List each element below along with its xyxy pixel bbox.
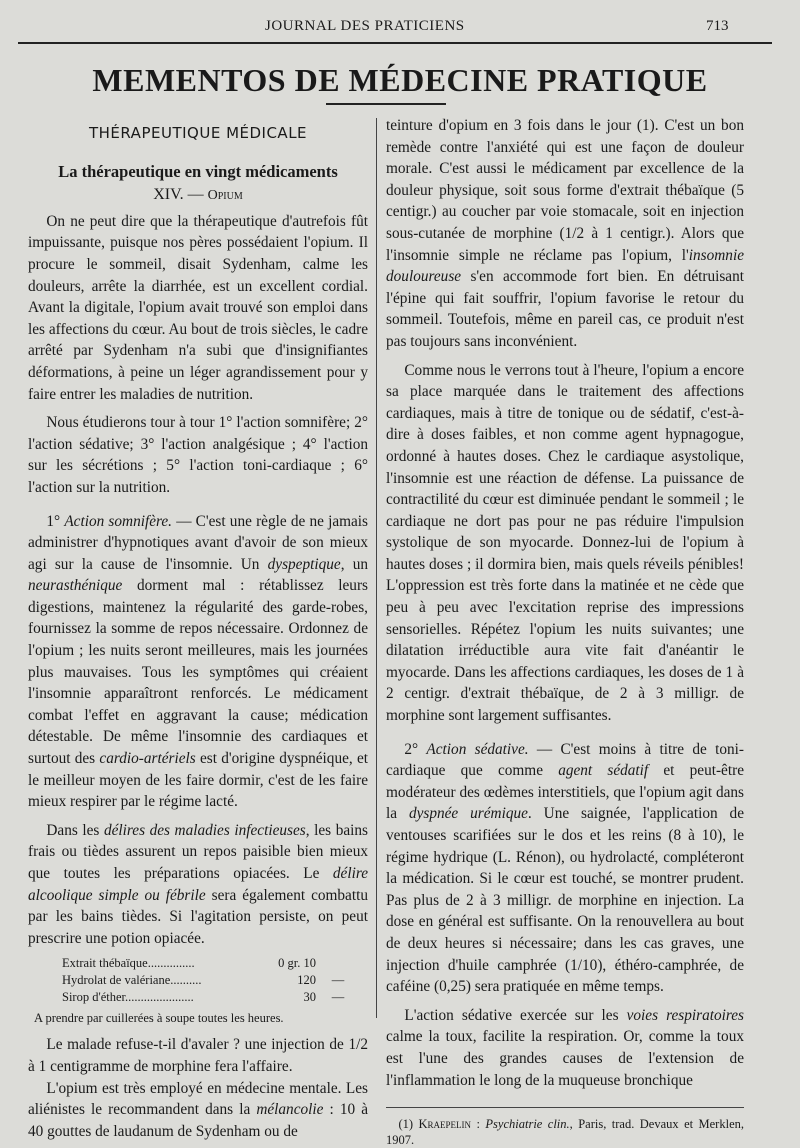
paragraph: 2° Action sédative. — C'est moins à titre de toni-cardiaque que comme agent sédatif et peut-être modérateur des œdèmes interstitiels, que l'opium agit dans la dyspnée urémique. Une saignée, l'application de ventouses scarifiées sur le dos et les reins (8 à 10), le régime hydrique (L. Rénon), ou hydrolacté, compléteront la médication. Si le cœur est touché, se montrer prudent. Pas plus de 2 à 3 milligr. de morphine en injection. La dose en général est suffisante. On la renouvellera au bout de deux heures si nécessaire; dans les cas graves, une injection d'huile camphrée (1/10), éthéro-camphrée, de caféine (0,25) sera pratiquée en même temps. xyxy=(386,740,745,996)
page-number: 713 xyxy=(706,18,729,34)
right-column xyxy=(386,115,744,1148)
article-subtitle xyxy=(28,184,368,207)
running-title: JOURNAL DES PRATICIENS xyxy=(265,18,465,34)
paragraph: teinture d'opium en 3 fois dans le jour (1). C'est un bon remède contre l'anxiété qui est une façon de douleur morale. C'est aussi le médicament par excellence de la douleur physique, soit sous forme d'extrait thébaïque (5 centigr.) au coucher par voie stomacale, soit en injection sous-cutanée de morphine (1/2 à 1 centigr.). Alors que l'insomnie simple ne réclame pas l'opium, l'insomnie douloureuse s'en accommode fort bien. En détruisant l'épine qui fait souffrir, l'opium favorise le retour du sommeil. Toutefois, même en pareil cas, ce produit n'est pas toujours sans inconvénient. xyxy=(386,117,744,350)
prescription-line: Extrait thébaïque............... 0 gr. 10 xyxy=(62,956,316,971)
prescription-line: Sirop d'éther...................... 30 — xyxy=(62,990,345,1005)
title-rule xyxy=(326,103,446,105)
paragraph: Nous étudierons tour à tour 1° l'action somnifère; 2° l'action sédative; 3° l'action analgésique ; 4° l'action sur les sécrétions ; 5° l'action toni-cardiaque ; 6° l'action sur la nutrition. xyxy=(28,414,368,496)
left-column xyxy=(28,115,368,1142)
page-title: MEMENTOS DE MÉDECINE PRATIQUE xyxy=(92,62,708,98)
prescription-line: Hydrolat de valériane.......... 120 — xyxy=(62,973,345,988)
running-header xyxy=(0,14,800,42)
prescription xyxy=(28,955,368,1006)
paragraph: Comme nous le verrons tout à l'heure, l'opium a encore sa place marquée dans le traitement des affections cardiaques, mais à titre de tonique ou de sédatif, c'est-à-dire à doses faibles, et non comme agent hypnagogue, ordonné à hautes doses. Chez le cardiaque asystolique, l'insomnie est une réaction de défense. La puissance de contractilité du cœur est diminuée pendant le sommeil ; le cardiaque ne dort pas pour ne pas réduire l'impulsion systolique de son myocarde. Donnez-lui de l'opium à hautes doses ; il dormira bien, mais quels réveils pénibles! L'oppression est très forte dans la matinée et ne cède que peu à peu avec l'excitation reprise des impressions sensorielles. Répétez l'opium les nuits suivantes; une dilatation irréductible aura vite fait d'anéantir le myocarde. Dans les affections cardiaques, les doses de 1 à 2 centigr. d'extrait thébaïque, de 2 à 3 milligr. de morphine sont largement suffisantes. xyxy=(386,361,744,725)
column-divider xyxy=(376,118,377,1018)
section-heading: THÉRAPEUTIQUE MÉDICALE xyxy=(88,124,308,142)
footnote: (1) Kraepelin : Psychiatrie clin., Paris, trad. Devaux et Merklen, 1907. xyxy=(386,1117,744,1148)
article-title: La thérapeutique en vingt médicaments xyxy=(58,161,338,181)
paragraph: Le malade refuse-t-il d'avaler ? une injection de 1/2 à 1 centigramme de morphine fera l'affaire. xyxy=(28,1036,368,1075)
paragraph: L'action sédative exercée sur les voies respiratoires calme la toux, facilite la respiration. Or, comme la toux est l'une des grandes causes de l'extension de l'inflammation le long de la muqueuse bronchique xyxy=(386,1006,744,1089)
paragraph: 1° Action somnifère. — C'est une règle de ne jamais administrer d'hypnotiques avant d'avoir de son mieux agi sur la cause de l'insomnie. Un dyspeptique, un neurasthénique dorment mal : rétablissez leurs digestions, maintenez la régularité des garde-robes, fournissez la somme de repos nécessaire. Ordonnez de l'opium ; les nuits seront meilleures, mais les journées plus mauvaises. Tous les symptômes qui créaient l'insomnie apparaîtront renforcés. Le médicament combat l'effet en aggravant la cause; médication détestable. De même l'insomnie des cardiaques et surtout des cardio-artériels est d'origine dyspnéique, et le meilleur moyen de les faire dormir, c'est de les faire mieux respirer par le régime lacté. xyxy=(28,512,369,811)
header-rule xyxy=(18,42,772,44)
article-subject: Opium xyxy=(207,188,243,204)
paragraph: On ne peut dire que la thérapeutique d'autrefois fût impuissante, puisque nos pères possédaient l'opium. Il procure le sommeil, disait Sydenham, calme les douleurs, arrête la diarrhée, est un excellent cordial. Avant la digitale, l'opium avait trouvé son emploi dans les affections du cœur. Au bout de trois siècles, le cadre arrêté par Sydenham n'a subi que d'insignifiantes déformations, à peine un léger agrandissement pour y faire entrer les maladies de nutrition. xyxy=(28,212,368,403)
prescription-note: A prendre par cuillerées à soupe toutes les heures. xyxy=(34,1011,284,1026)
paragraph: Dans les délires des maladies infectieuses, les bains frais ou tièdes assurent un repos paisible bien mieux que toutes les préparations opiacées. Le délire alcoolique simple ou fébrile sera également combattu par les bains tièdes. Si l'agitation persiste, on peut prescrire une potion opiacée. xyxy=(28,821,368,947)
article-number: XIV. — xyxy=(153,186,204,204)
paragraph: L'opium est très employé en médecine mentale. Les aliénistes le recommandent dans la mélancolie : 10 à 40 gouttes de laudanum de Sydenham ou de xyxy=(28,1079,368,1140)
footnote-rule xyxy=(386,1107,744,1108)
